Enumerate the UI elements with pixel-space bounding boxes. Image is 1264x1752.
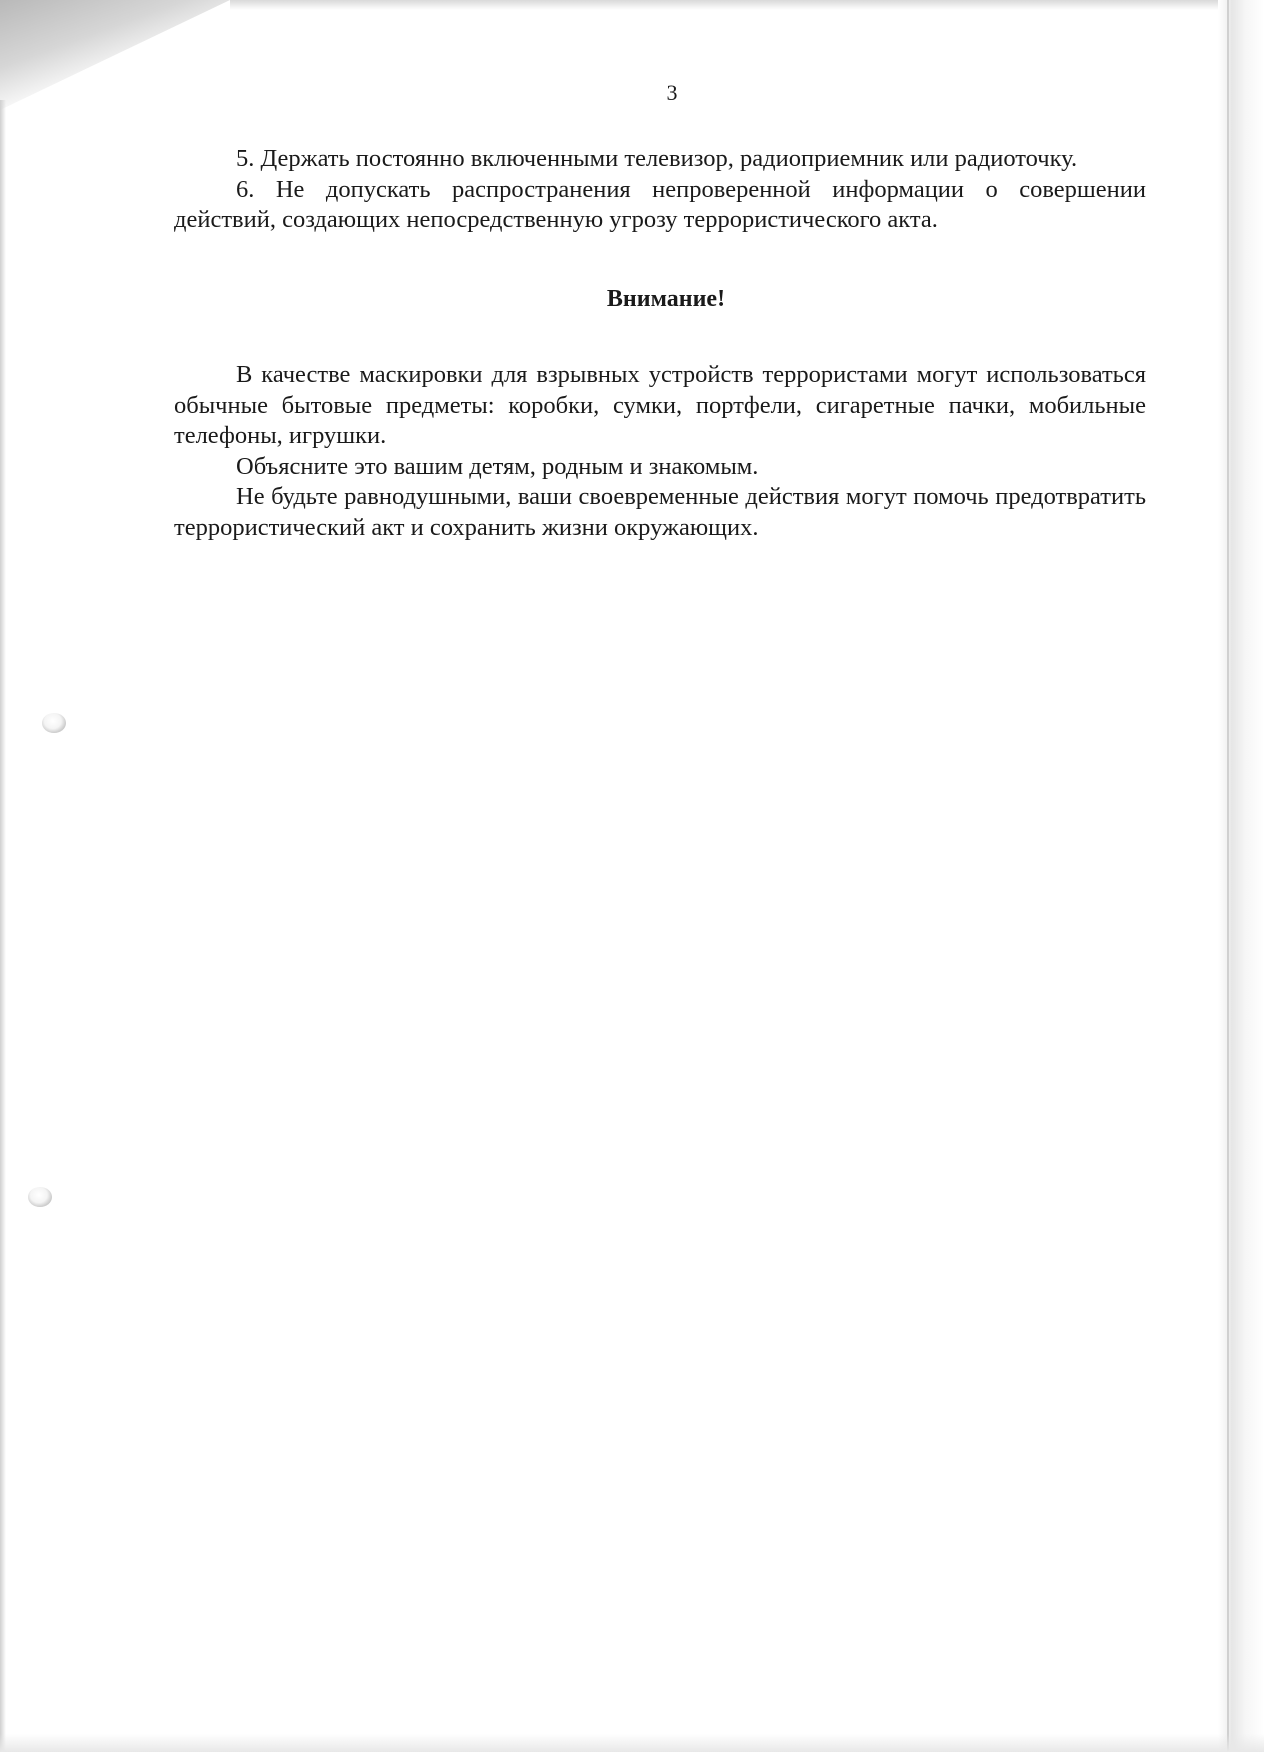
scan-edge-bottom bbox=[0, 1734, 1264, 1752]
list-item: 6. Не допускать распространения непроверенной информации о совершении действий, создающих непосредственную угрозу террористического акта. bbox=[174, 175, 1146, 233]
list-item: 5. Держать постоянно включенными телевизор, радиоприемник или радиоточку. bbox=[236, 145, 1078, 172]
page-number: 3 bbox=[666, 80, 678, 105]
scan-edge-left bbox=[0, 100, 6, 1752]
paragraph: Не будьте равнодушными, ваши своевременные действия могут помочь предотвратить террористический акт и сохранить жизни окружающих. bbox=[174, 483, 1146, 541]
punch-hole-bottom bbox=[28, 1187, 52, 1207]
scan-edge-right bbox=[1218, 0, 1264, 1752]
warning-heading: Внимание! bbox=[606, 285, 726, 312]
document-body bbox=[174, 144, 1146, 543]
paragraph: В качестве маскировки для взрывных устройств террористами могут использоваться обычные бытовые предметы: коробки, сумки, портфели, сигаретные пачки, мобильные телефоны, игрушки. bbox=[174, 361, 1146, 449]
scan-edge-top bbox=[230, 0, 1230, 10]
punch-hole-top bbox=[42, 713, 66, 733]
paragraph: Объясните это вашим детям, родным и знакомым. bbox=[236, 452, 759, 480]
